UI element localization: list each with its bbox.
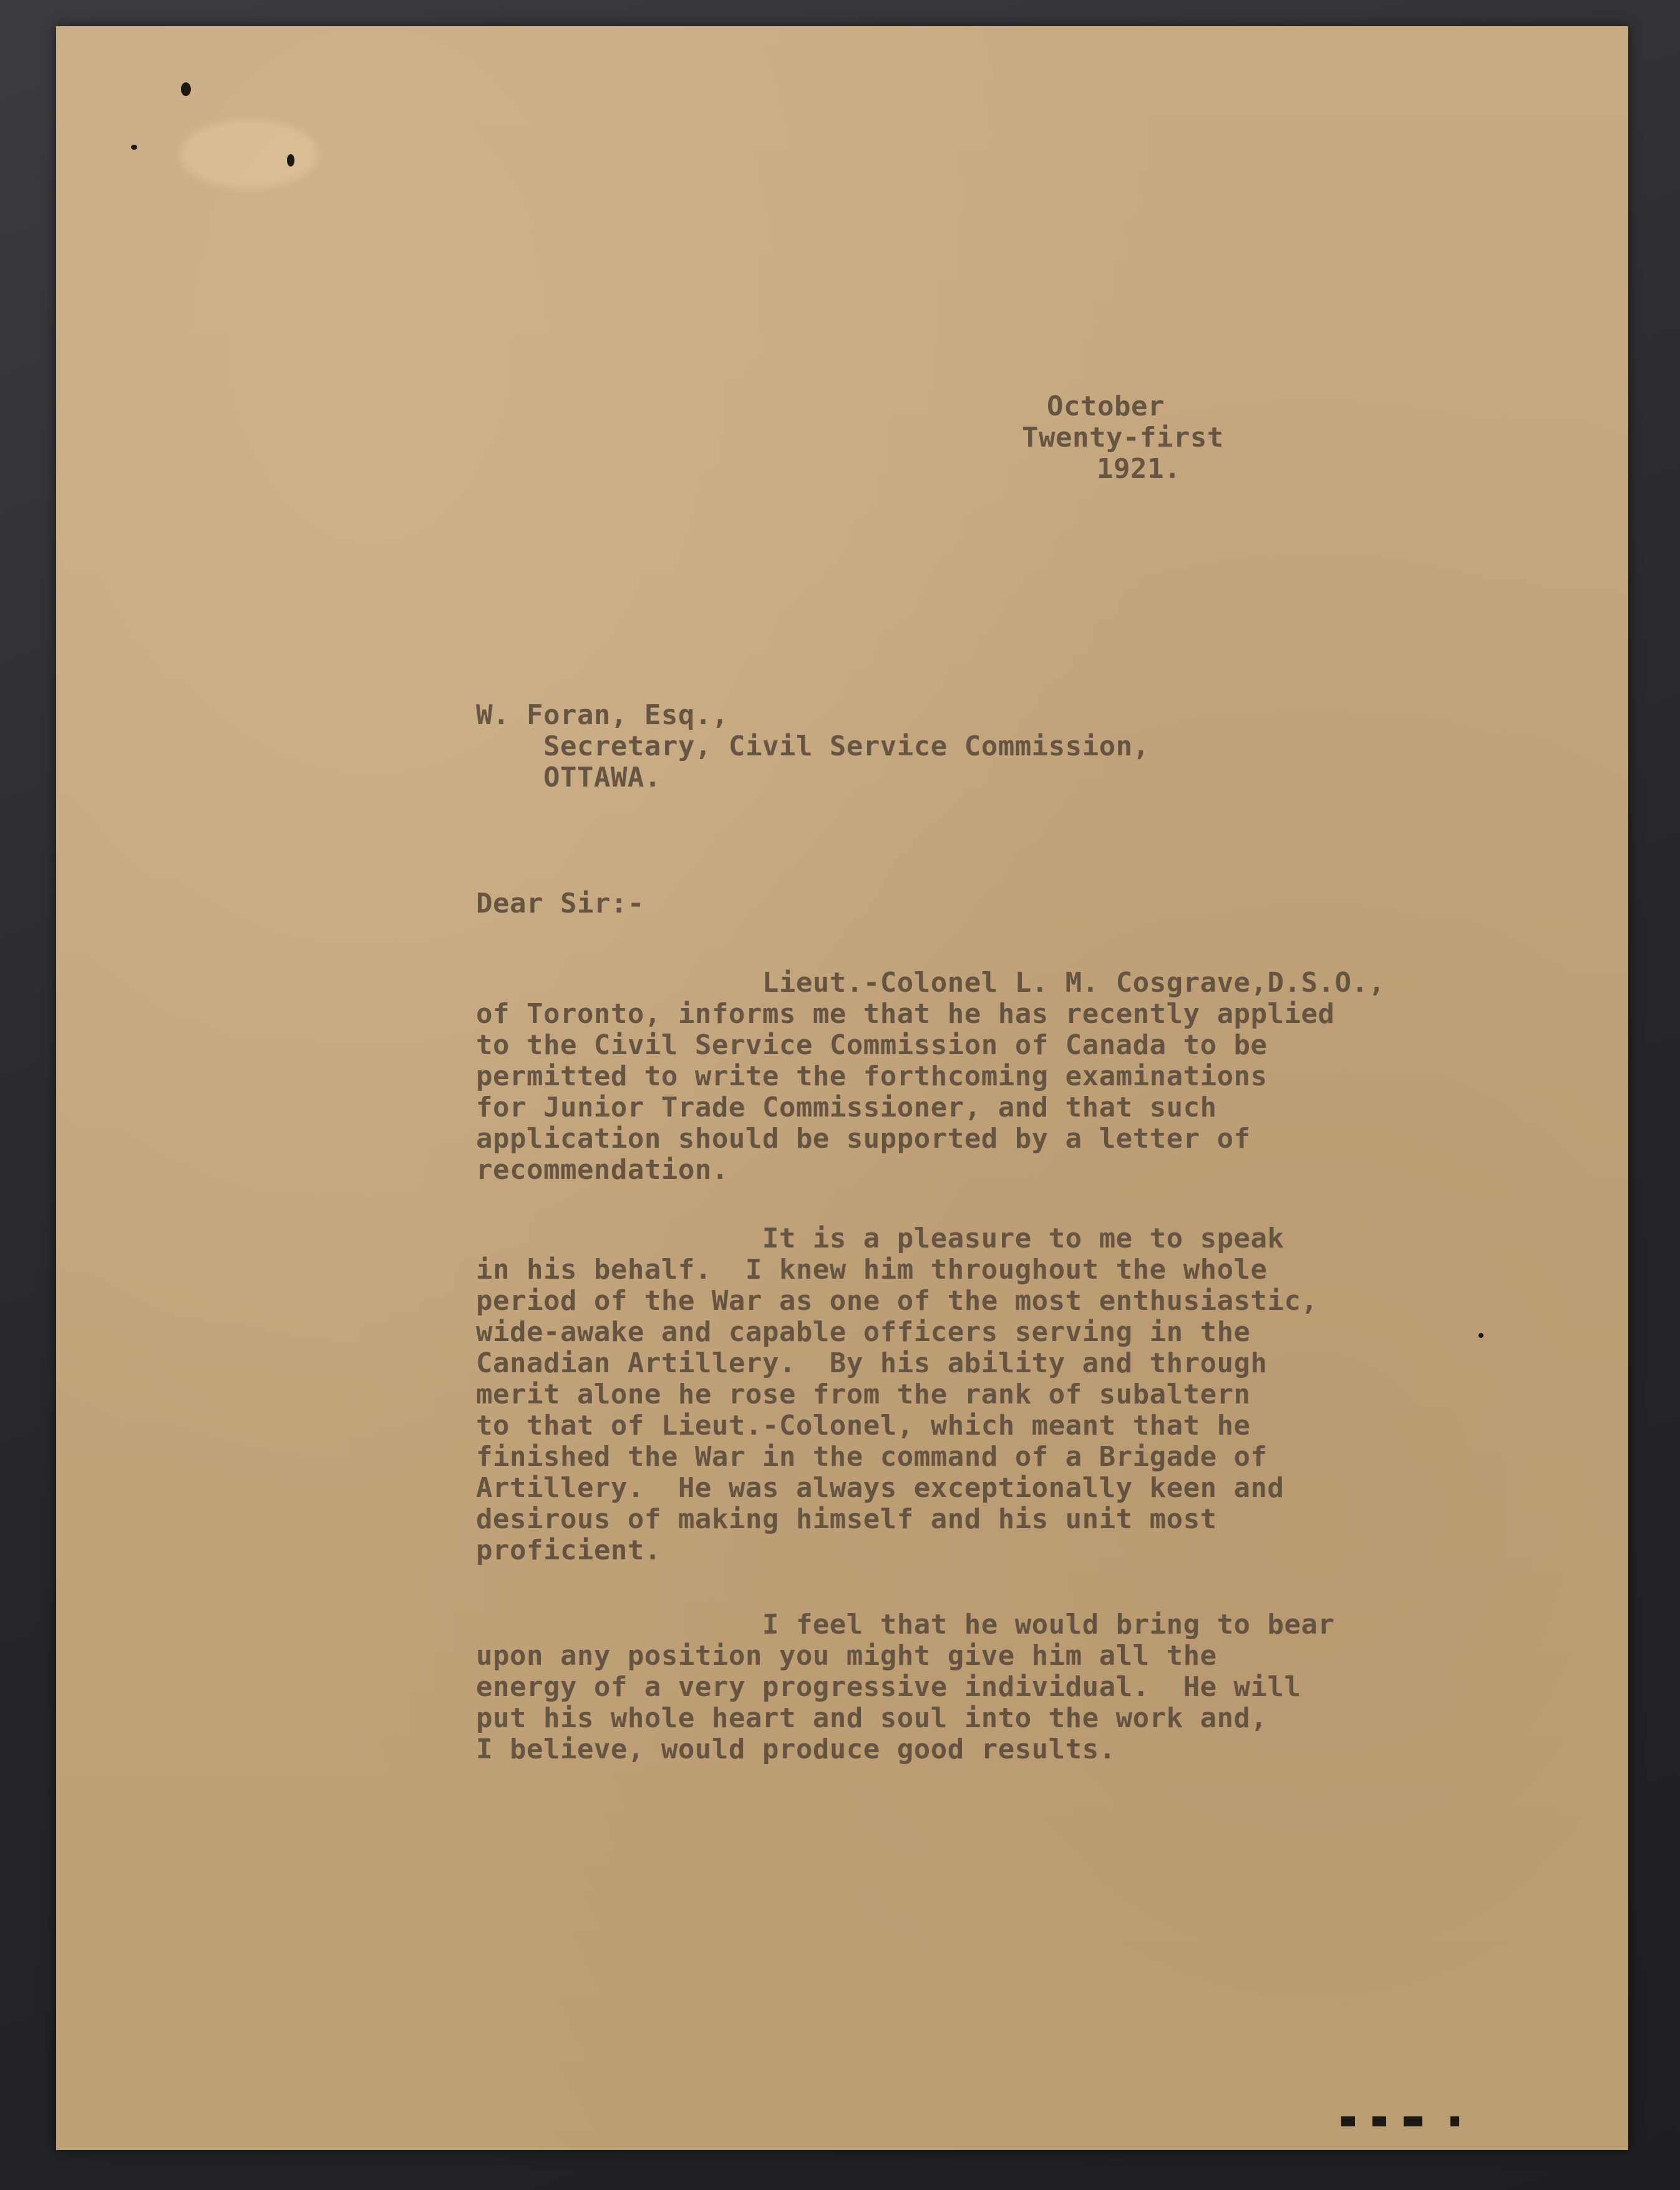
body-paragraph-3: I feel that he would bring to bear upon any position you might give him all the energy of a very progressive individual. He will put his whole heart and soul into the work and, I believe, would produce good results. [476, 1609, 1335, 1765]
ink-speck [131, 145, 137, 150]
recipient-address: W. Foran, Esq., Secretary, Civil Service Commission, OTTAWA. [476, 699, 1150, 793]
body-paragraph-2: It is a pleasure to me to speak in his behalf. I knew him throughout the whole period of the War as one of the most enthusiastic, wide-awake and capable officers serving in the Canadian Artillery. By his ability and through merit alone he rose from the rank of subaltern to that of Lieut.-Colonel, which meant that he finished the War in the command of a Brigade of Artillery. He was always exceptionally keen and desirous of making himself and his unit most proficient. [476, 1223, 1318, 1566]
paper-crease [181, 120, 318, 188]
ink-speck [1478, 1333, 1483, 1338]
bottom-edge-marks [1341, 2111, 1528, 2130]
salutation: Dear Sir:- [476, 888, 644, 919]
ink-speck [287, 154, 294, 167]
ink-speck [181, 82, 191, 96]
letter-date: October Twenty-first 1921. [1022, 390, 1224, 485]
body-paragraph-1: Lieut.-Colonel L. M. Cosgrave,D.S.O., of Toronto, informs me that he has recently applied to the Civil Service Commission of Canada to be permitted to write the forthcoming examinations for Junior Trade Commissioner, and that such application should be supported by a letter of recommendation. [476, 967, 1386, 1186]
